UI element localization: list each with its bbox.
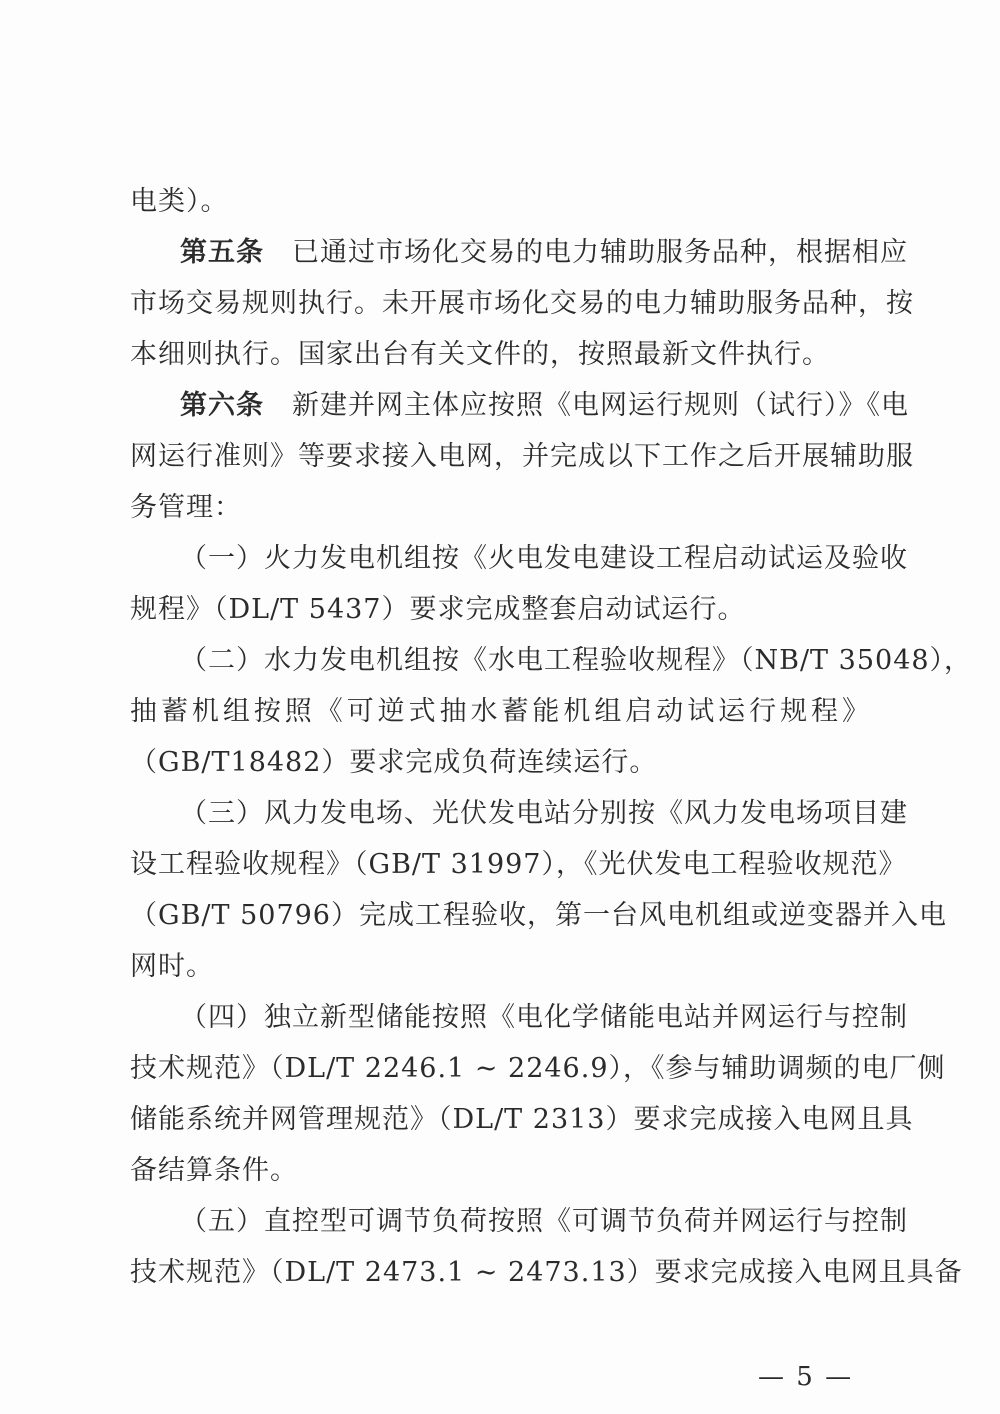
text-line: 本细则执行。国家出台有关文件的，按照最新文件执行。: [130, 339, 830, 370]
text-line: 储能系统并网管理规范》（DL/T 2313）要求完成接入电网且具: [130, 1104, 914, 1135]
text-line: （GB/T 50796）完成工程验收，第一台风电机组或逆变器并入电: [130, 900, 947, 931]
list-item-line: （四）独立新型储能按照《电化学储能电站并网运行与控制: [180, 1002, 908, 1033]
text-line: 设工程验收规程》（GB/T 31997），《光伏发电工程验收规范》: [130, 849, 907, 880]
text-line: 市场交易规则执行。未开展市场化交易的电力辅助服务品种，按: [130, 288, 914, 319]
article-5-first-line: 第五条 已通过市场化交易的电力辅助服务品种，根据相应: [180, 237, 908, 268]
list-item-line: （一）火力发电机组按《火电发电建设工程启动试运及验收: [180, 543, 908, 574]
article-heading: 第六条: [180, 390, 264, 421]
text-line: 网运行准则》等要求接入电网，并完成以下工作之后开展辅助服: [130, 441, 914, 472]
text-line: 抽蓄机组按照《可逆式抽水蓄能机组启动试运行规程》: [130, 696, 870, 727]
text-line: 技术规范》（DL/T 2246.1 ~ 2246.9），《参与辅助调频的电厂侧: [130, 1053, 946, 1084]
text-line: 技术规范》（DL/T 2473.1 ~ 2473.13）要求完成接入电网且具备: [130, 1257, 963, 1288]
page-number: — 5 —: [758, 1362, 854, 1392]
list-item-line: （二）水力发电机组按《水电工程验收规程》（NB/T 35048），: [180, 645, 973, 676]
text-line: 网时。: [130, 951, 214, 982]
list-item-line: （三）风力发电场、光伏发电站分别按《风力发电场项目建: [180, 798, 908, 829]
text-line: 务管理：: [130, 492, 242, 523]
text-line: 电类）。: [130, 186, 229, 217]
article-heading: 第五条: [180, 237, 264, 268]
text-line: 规程》（DL/T 5437）要求完成整套启动试运行。: [130, 594, 746, 625]
text-line: 备结算条件。: [130, 1155, 298, 1186]
article-6-first-line: 第六条 新建并网主体应按照《电网运行规则（试行）》《电: [180, 390, 909, 421]
text-line: （GB/T18482）要求完成负荷连续运行。: [130, 747, 658, 778]
list-item-line: （五）直控型可调节负荷按照《可调节负荷并网运行与控制: [180, 1206, 908, 1237]
